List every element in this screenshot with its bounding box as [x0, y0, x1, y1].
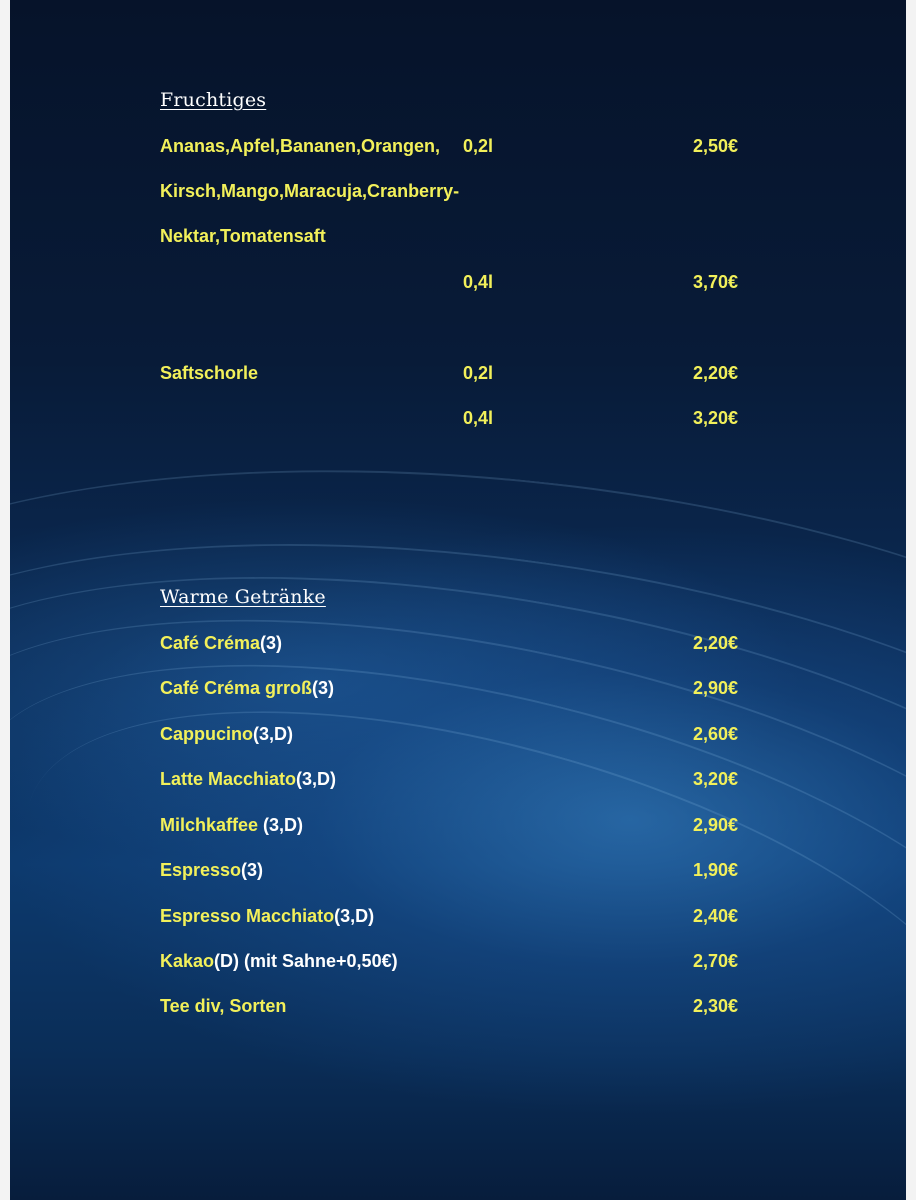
item-price: 2,40€ [692, 906, 738, 926]
item-name: Saftschorle [160, 363, 259, 383]
menu-row [160, 133, 760, 159]
item-name: Kirsch,Mango,Maracuja,Cranberry- [160, 181, 460, 201]
item-name: Espresso Macchiato [160, 906, 335, 926]
item-name-wrap [160, 948, 398, 974]
menu-row [160, 903, 760, 929]
menu-row [160, 269, 760, 295]
menu-row [160, 993, 760, 1019]
item-name: Cappucino [160, 724, 253, 744]
item-allergen-note: (3) [260, 633, 283, 653]
section-heading-warme-getraenke: Warme Getränke [160, 586, 326, 608]
item-name-wrap [160, 812, 303, 838]
item-price: 2,70€ [692, 951, 738, 971]
item-name-wrap [160, 857, 263, 883]
menu-row [160, 766, 760, 792]
item-price: 3,70€ [692, 272, 738, 292]
item-name: Ananas,Apfel,Bananen,Orangen, [160, 136, 441, 156]
menu-row [160, 178, 760, 204]
item-allergen-note: (3,D) [296, 769, 337, 789]
menu-row [160, 405, 760, 431]
item-price: 3,20€ [692, 769, 738, 789]
item-price: 2,90€ [692, 815, 738, 835]
item-allergen-note: (D) (mit Sahne+0,50€) [214, 951, 398, 971]
item-name: Tee div, Sorten [160, 996, 287, 1016]
item-allergen-note: (3,D) [258, 815, 304, 835]
item-name: Espresso [160, 860, 242, 880]
item-price: 2,60€ [692, 724, 738, 744]
item-name: Café Créma [160, 633, 261, 653]
item-volume: 0,2l [463, 363, 494, 383]
menu-row [160, 812, 760, 838]
item-name: Nektar,Tomatensaft [160, 226, 326, 246]
item-name: Latte Macchiato [160, 769, 297, 789]
menu-row [160, 721, 760, 747]
menu-content [10, 0, 906, 1200]
section-heading-fruchtiges: Fruchtiges [160, 89, 267, 111]
item-name-wrap [160, 903, 374, 929]
item-price: 2,30€ [692, 996, 738, 1016]
item-volume: 0,4l [463, 408, 494, 428]
menu-row [160, 630, 760, 656]
item-name: Café Créma grroß [160, 678, 313, 698]
menu-row [160, 948, 760, 974]
item-name: Kakao [160, 951, 215, 971]
item-name-wrap [160, 993, 286, 1019]
item-allergen-note: (3,D) [253, 724, 293, 744]
item-price: 3,20€ [692, 408, 738, 428]
menu-row [160, 360, 760, 386]
item-volume: 0,4l [463, 272, 494, 292]
item-allergen-note: (3) [312, 678, 335, 698]
item-name-wrap [160, 721, 293, 747]
item-price: 1,90€ [692, 860, 738, 880]
item-price: 2,20€ [692, 633, 738, 653]
item-allergen-note: (3) [241, 860, 264, 880]
item-name: Milchkaffee [160, 815, 259, 835]
item-name-wrap [160, 630, 282, 656]
menu-row [160, 223, 760, 249]
item-name-wrap [160, 766, 336, 792]
item-volume: 0,2l [463, 136, 494, 156]
menu-page [10, 0, 906, 1200]
item-price: 2,20€ [692, 363, 738, 383]
item-name-wrap [160, 675, 334, 701]
menu-row [160, 857, 760, 883]
item-allergen-note: (3,D) [334, 906, 375, 926]
item-price: 2,50€ [692, 136, 738, 156]
menu-row [160, 675, 760, 701]
item-price: 2,90€ [692, 678, 738, 698]
